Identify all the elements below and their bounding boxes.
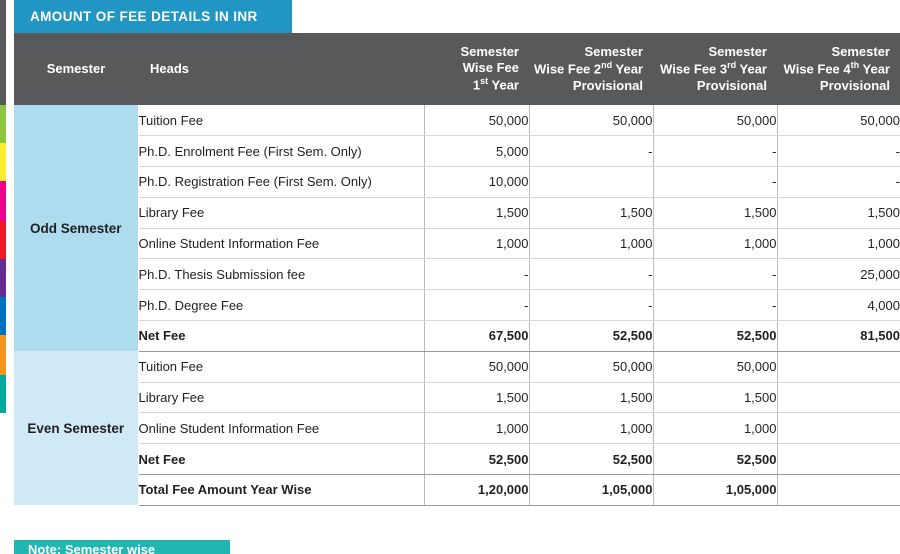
- fee-value-cell-year-3: -: [653, 290, 777, 321]
- fee-value-cell-year-2: 52,500: [529, 321, 653, 352]
- table-row: [14, 382, 900, 413]
- fee-head-cell: Library Fee: [138, 382, 424, 413]
- fee-head-cell: Ph.D. Enrolment Fee (First Sem. Only): [138, 136, 424, 167]
- section-banner: [14, 0, 292, 33]
- fee-value-cell-year-1: 52,500: [424, 444, 529, 475]
- fee-value-cell-year-1: 67,500: [424, 321, 529, 352]
- header-year-2: [529, 33, 653, 105]
- edge-strip-9: [0, 413, 6, 554]
- table-row: [14, 136, 900, 167]
- fee-head-cell: Total Fee Amount Year Wise: [138, 475, 424, 506]
- fee-value-cell-year-2: -: [529, 136, 653, 167]
- fee-head-cell: Library Fee: [138, 197, 424, 228]
- edge-strip-0: [0, 0, 6, 105]
- fee-value-cell-year-2: 1,000: [529, 228, 653, 259]
- fee-value-cell-year-3: 50,000: [653, 351, 777, 382]
- fee-value-cell-year-4: [777, 413, 900, 444]
- fee-value-cell-year-3: 1,500: [653, 197, 777, 228]
- fee-head-cell: Net Fee: [138, 444, 424, 475]
- fee-value-cell-year-2: -: [529, 259, 653, 290]
- fee-value-cell-year-3: -: [653, 136, 777, 167]
- fee-value-cell-year-3: 50,000: [653, 105, 777, 136]
- fee-value-cell-year-2: 50,000: [529, 351, 653, 382]
- fee-value-cell-year-1: -: [424, 290, 529, 321]
- fee-head-cell: Ph.D. Thesis Submission fee: [138, 259, 424, 290]
- fee-head-cell: Ph.D. Degree Fee: [138, 290, 424, 321]
- fee-value-cell-year-2: 1,05,000: [529, 475, 653, 506]
- edge-strip-1: [0, 105, 6, 143]
- fee-value-cell-year-4: 50,000: [777, 105, 900, 136]
- fee-value-cell-year-2: -: [529, 290, 653, 321]
- table-row: [14, 321, 900, 352]
- fee-value-cell-year-4: 25,000: [777, 259, 900, 290]
- bottom-note-text: Note: Semester wise: [28, 542, 156, 554]
- bottom-note-stub: [14, 540, 230, 554]
- fee-value-cell-year-3: 52,500: [653, 321, 777, 352]
- table-row: [14, 413, 900, 444]
- header-year-4-line-2: Wise Fee 4th Year: [783, 60, 890, 77]
- fee-value-cell-year-3: 1,000: [653, 413, 777, 444]
- edge-strip-2: [0, 143, 6, 181]
- fee-value-cell-year-2: 50,000: [529, 105, 653, 136]
- table-row: [14, 105, 900, 136]
- fee-value-cell-year-2: [529, 167, 653, 198]
- fee-value-cell-year-4: 1,500: [777, 197, 900, 228]
- header-heads: Heads: [138, 33, 424, 105]
- header-year-4: [777, 33, 900, 105]
- fee-value-cell-year-1: 1,500: [424, 382, 529, 413]
- table-row: [14, 444, 900, 475]
- table-header: [14, 33, 900, 105]
- fee-value-cell-year-4: 81,500: [777, 321, 900, 352]
- edge-strip-4: [0, 221, 6, 259]
- edge-strip-7: [0, 335, 6, 375]
- fee-value-cell-year-4: [777, 444, 900, 475]
- table-row: [14, 228, 900, 259]
- table-row: [14, 167, 900, 198]
- header-year-4-line-1: Semester: [831, 43, 890, 59]
- fee-value-cell-year-2: 1,000: [529, 413, 653, 444]
- fee-value-cell-year-4: -: [777, 136, 900, 167]
- fee-value-cell-year-2: 52,500: [529, 444, 653, 475]
- header-year-1-line-1: Semester: [460, 43, 519, 59]
- header-year-4-line-3: Provisional: [819, 77, 890, 93]
- semester-label-even: Even Semester: [14, 351, 138, 505]
- header-year-3: [653, 33, 777, 105]
- fee-value-cell-year-2: 1,500: [529, 197, 653, 228]
- table-row: [14, 290, 900, 321]
- fee-value-cell-year-4: 4,000: [777, 290, 900, 321]
- fee-head-cell: Online Student Information Fee: [138, 413, 424, 444]
- fee-value-cell-year-4: [777, 382, 900, 413]
- header-year-3-line-2: Wise Fee 3rd Year: [660, 60, 767, 77]
- fee-head-cell: Tuition Fee: [138, 105, 424, 136]
- fee-value-cell-year-1: 50,000: [424, 105, 529, 136]
- fee-value-cell-year-4: 1,000: [777, 228, 900, 259]
- fee-value-cell-year-3: 1,500: [653, 382, 777, 413]
- fee-value-cell-year-1: 1,20,000: [424, 475, 529, 506]
- fee-value-cell-year-1: 1,500: [424, 197, 529, 228]
- fee-details-table: [14, 33, 900, 506]
- table-row: [14, 197, 900, 228]
- fee-value-cell-year-3: 52,500: [653, 444, 777, 475]
- semester-label-odd: Odd Semester: [14, 105, 138, 351]
- header-year-2-line-3: Provisional: [572, 77, 643, 93]
- edge-strip-8: [0, 375, 6, 413]
- fee-value-cell-year-4: [777, 351, 900, 382]
- fee-value-cell-year-1: -: [424, 259, 529, 290]
- fee-value-cell-year-1: 1,000: [424, 413, 529, 444]
- header-year-3-line-1: Semester: [708, 43, 767, 59]
- fee-value-cell-year-1: 10,000: [424, 167, 529, 198]
- fee-head-cell: Online Student Information Fee: [138, 228, 424, 259]
- fee-value-cell-year-2: 1,500: [529, 382, 653, 413]
- table-row: [14, 259, 900, 290]
- table-header-row: [14, 33, 900, 105]
- fee-value-cell-year-1: 5,000: [424, 136, 529, 167]
- edge-strip-3: [0, 181, 6, 221]
- fee-value-cell-year-3: 1,000: [653, 228, 777, 259]
- edge-strip-5: [0, 259, 6, 297]
- fee-head-cell: Ph.D. Registration Fee (First Sem. Only): [138, 167, 424, 198]
- fee-head-cell: Net Fee: [138, 321, 424, 352]
- header-semester: Semester: [14, 33, 138, 105]
- section-banner-title: AMOUNT OF FEE DETAILS IN INR: [30, 9, 258, 24]
- header-year-1: [424, 33, 529, 105]
- fee-value-cell-year-1: 50,000: [424, 351, 529, 382]
- table-body: [14, 105, 900, 505]
- fee-value-cell-year-3: -: [653, 259, 777, 290]
- fee-value-cell-year-3: 1,05,000: [653, 475, 777, 506]
- header-year-3-line-3: Provisional: [696, 77, 767, 93]
- header-year-1-line-3: 1st Year: [472, 76, 519, 93]
- table-row: [14, 475, 900, 506]
- edge-strip-6: [0, 297, 6, 335]
- header-year-2-line-1: Semester: [584, 43, 643, 59]
- fee-value-cell-year-4: -: [777, 167, 900, 198]
- fee-head-cell: Tuition Fee: [138, 351, 424, 382]
- header-year-2-line-2: Wise Fee 2nd Year: [534, 60, 643, 77]
- fee-value-cell-year-3: -: [653, 167, 777, 198]
- fee-value-cell-year-1: 1,000: [424, 228, 529, 259]
- table-row: [14, 351, 900, 382]
- header-year-1-line-2: Wise Fee: [462, 60, 519, 76]
- fee-value-cell-year-4: [777, 475, 900, 506]
